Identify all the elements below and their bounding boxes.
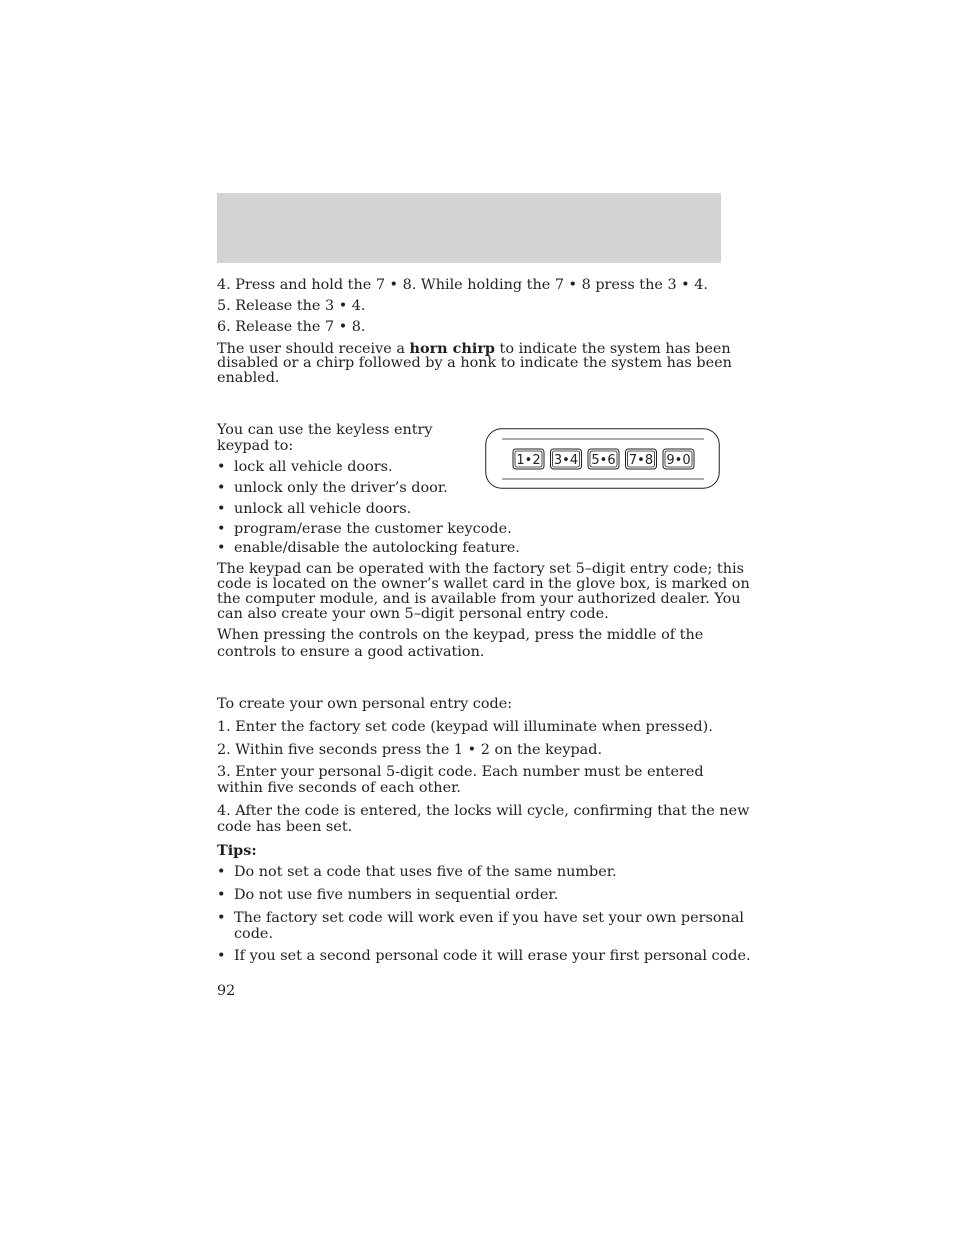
keypad-button-label: 7•8 bbox=[628, 453, 654, 468]
bullet-dot-icon: • bbox=[217, 540, 226, 556]
create-step-4-line2: code has been set. bbox=[217, 819, 353, 835]
create-step-1: 1. Enter the factory set code (keypad will illuminate when pressed). bbox=[217, 719, 713, 735]
keypad-button-label: 3•4 bbox=[553, 453, 579, 468]
bullet-dot-icon: • bbox=[217, 480, 226, 496]
create-code-intro: To create your own personal entry code: bbox=[217, 696, 513, 712]
keypad-paragraph-line4: can also create your own 5–digit personal entry code. bbox=[217, 606, 609, 622]
keypad-illustration bbox=[485, 428, 720, 489]
create-step-3-line1: 3. Enter your personal 5-digit code. Each number must be entered bbox=[217, 764, 704, 780]
page-number: 92 bbox=[217, 983, 236, 999]
keypad-paragraph-line3: the computer module, and is available from your authorized dealer. You bbox=[217, 591, 741, 607]
bullet-dot-icon: • bbox=[217, 459, 226, 475]
para-pre: The user should receive a bbox=[217, 341, 410, 357]
keypad-button bbox=[663, 449, 694, 469]
pressing-paragraph-line1: When pressing the controls on the keypad, press the middle of the bbox=[217, 627, 704, 643]
horn-chirp-paragraph-line2: disabled or a chirp followed by a honk to indicate the system has been bbox=[217, 355, 732, 371]
keypad-intro-line2: keypad to: bbox=[217, 438, 294, 454]
keypad-button-label: 5•6 bbox=[591, 453, 616, 468]
pressing-paragraph-line2: controls to ensure a good activation. bbox=[217, 644, 485, 660]
keypad-button-label: 9•0 bbox=[666, 453, 691, 468]
keypad-paragraph-line2: code is located on the owner’s wallet card in the glove box, is marked on bbox=[217, 576, 750, 592]
keypad-intro-line1: You can use the keyless entry bbox=[217, 422, 433, 438]
para-post: to indicate the system has been bbox=[494, 341, 731, 357]
step-5-text: 5. Release the 3 • 4. bbox=[217, 298, 366, 314]
keypad-paragraph-line1: The keypad can be operated with the factory set 5–digit entry code; this bbox=[217, 561, 744, 577]
horn-chirp-paragraph-line3: enabled. bbox=[217, 370, 280, 386]
section-header-band bbox=[217, 193, 721, 263]
bullet-dot-icon: • bbox=[217, 521, 226, 537]
keypad-button-label: 1•2 bbox=[516, 453, 541, 468]
keypad-button bbox=[588, 449, 619, 469]
step-4-text: 4. Press and hold the 7 • 8. While holding the 7 • 8 press the 3 • 4. bbox=[217, 277, 708, 293]
horn-chirp-bold: horn chirp bbox=[409, 340, 495, 357]
create-step-3-line2: within five seconds of each other. bbox=[217, 780, 461, 796]
step-6-text: 6. Release the 7 • 8. bbox=[217, 319, 366, 335]
keypad-button bbox=[626, 449, 657, 469]
manual-page: 4. Press and hold the 7 • 8. While holding the 7 • 8 press the 3 • 4. 5. Release the 3 • 4. 6. Release the 7 • 8. The user should receive a horn chirp to indicate the system has been disabled or a chirp followed by a honk to indicate the system has been enabled. You can use the keyless entry keypad to: • lock all vehicle doors. • unlock only the driver’s door. • unlock all vehicle doors. • program/erase the customer keycode. • enable/disable the autolocking feature. 1•2 3•4 5•6 7•8 9•0 The keypad can be operated with the factory set 5–digit entry code; this code is located on the owner’s wallet card in the glove box, is marked on the computer module, and is available from your authorized dealer. You can also create your own 5–digit personal entry code. When pressing the controls on the keypad, press the middle of the controls to ensure a good activation. To create your own personal entry code: 1. Enter the factory set code (keypad will illuminate when pressed). 2. Within five seconds press the 1 • 2 on the keypad. 3. Enter your personal 5-digit code. Each number must be entered within five seconds of each other. 4. After the code is entered, the locks will cycle, confirming that the new code has been set. Tips: • Do not set a code that uses five of the same number. • Do not use five numbers in sequential order. • The factory set code will work even if you have set your own personal code. • If you set a second personal code it will erase your first personal code. 92 bbox=[0, 0, 954, 1235]
keypad-button bbox=[551, 449, 582, 469]
tip-3-continuation: code. bbox=[234, 926, 274, 942]
bullet-dot-icon: • bbox=[217, 501, 226, 517]
keypad-buttons bbox=[513, 449, 694, 469]
create-step-2: 2. Within five seconds press the 1 • 2 on the keypad. bbox=[217, 742, 603, 758]
keypad-button bbox=[513, 449, 544, 469]
bullet-dot-icon: • bbox=[217, 864, 226, 880]
bullet-dot-icon: • bbox=[217, 948, 226, 964]
bullet-dot-icon: • bbox=[217, 887, 226, 903]
create-step-4-line1: 4. After the code is entered, the locks will cycle, confirming that the new bbox=[217, 803, 750, 819]
bullet-dot-icon: • bbox=[217, 910, 226, 926]
tips-heading: Tips: bbox=[217, 842, 257, 859]
